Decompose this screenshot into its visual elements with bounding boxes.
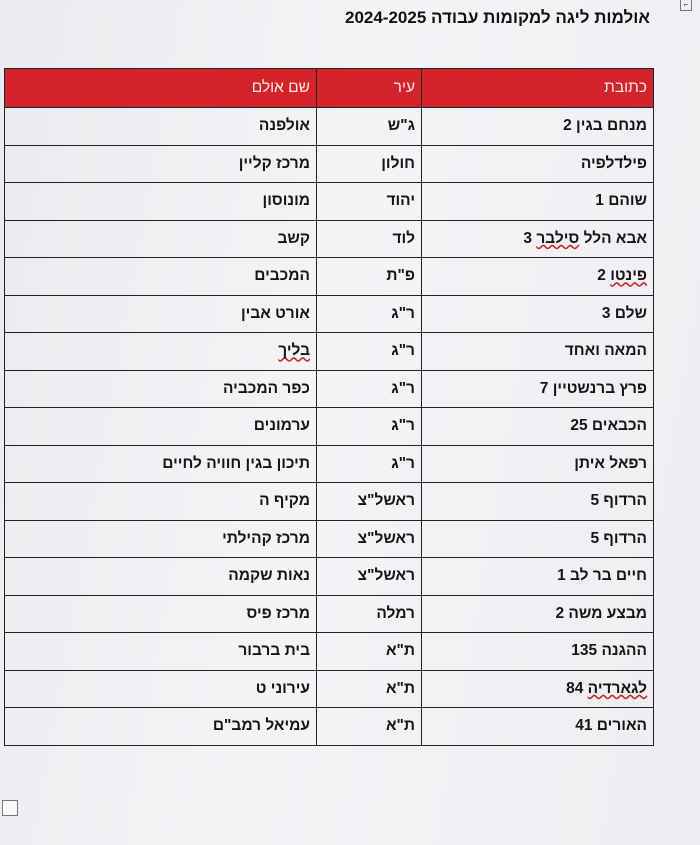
table-header-row bbox=[5, 69, 654, 108]
cell-city: ראשל"צ bbox=[317, 483, 422, 521]
cell-hall: עירוני ט bbox=[5, 670, 317, 708]
cell-city: ראשל"צ bbox=[317, 520, 422, 558]
table-row bbox=[5, 108, 654, 146]
cell-hall: מונוסון bbox=[5, 183, 317, 221]
page-corner-marker: ⌐ bbox=[680, 0, 692, 11]
table-row bbox=[5, 258, 654, 296]
cell-city: רמלה bbox=[317, 595, 422, 633]
spellcheck-underlined-word: פינטו bbox=[610, 267, 647, 285]
cell-hall: תיכון בגין חוויה לחיים bbox=[5, 445, 317, 483]
table-row bbox=[5, 333, 654, 371]
table-row bbox=[5, 595, 654, 633]
table-row bbox=[5, 708, 654, 746]
cell-city: ר"ג bbox=[317, 295, 422, 333]
table-row bbox=[5, 670, 654, 708]
cell-address: רפאל איתן bbox=[422, 445, 654, 483]
spellcheck-underlined-word: סילבר bbox=[536, 229, 580, 247]
cell-address: פרץ ברנשטיין 7 bbox=[422, 370, 654, 408]
cell-city: ראשל"צ bbox=[317, 558, 422, 596]
cell-city: ת"א bbox=[317, 670, 422, 708]
cell-address: האורים 41 bbox=[422, 708, 654, 746]
spellcheck-underlined-word: לגארדיה bbox=[587, 679, 647, 697]
cell-address: הרדוף 5 bbox=[422, 483, 654, 521]
table-row bbox=[5, 145, 654, 183]
cell-hall: כפר המכביה bbox=[5, 370, 317, 408]
cell-address: שלם 3 bbox=[422, 295, 654, 333]
cell-address: הרדוף 5 bbox=[422, 520, 654, 558]
cell-address: מנחם בגין 2 bbox=[422, 108, 654, 146]
cell-city: לוד bbox=[317, 220, 422, 258]
cell-address: חיים בר לב 1 bbox=[422, 558, 654, 596]
cell-city: ר"ג bbox=[317, 408, 422, 446]
cell-address: הכבאים 25 bbox=[422, 408, 654, 446]
header-hall: שם אולם bbox=[5, 69, 317, 108]
spellcheck-underlined-word: בליך bbox=[278, 342, 310, 360]
cell-address: ההגנה 135 bbox=[422, 633, 654, 671]
venues-table bbox=[4, 68, 654, 746]
cell-city: ג"ש bbox=[317, 108, 422, 146]
cell-city: יהוד bbox=[317, 183, 422, 221]
cell-city: ת"א bbox=[317, 708, 422, 746]
table-row bbox=[5, 220, 654, 258]
cell-address: לגארדיה 84 bbox=[422, 670, 654, 708]
cell-city: ת"א bbox=[317, 633, 422, 671]
cell-hall: ערמונים bbox=[5, 408, 317, 446]
table-row bbox=[5, 408, 654, 446]
cell-hall: עמיאל רמב"ם bbox=[5, 708, 317, 746]
table-row bbox=[5, 520, 654, 558]
cell-hall: מרכז קליין bbox=[5, 145, 317, 183]
cell-hall: קשב bbox=[5, 220, 317, 258]
cell-address: פינטו 2 bbox=[422, 258, 654, 296]
table-row bbox=[5, 483, 654, 521]
table-row bbox=[5, 445, 654, 483]
cell-address: מבצע משה 2 bbox=[422, 595, 654, 633]
table-row bbox=[5, 295, 654, 333]
table-row bbox=[5, 633, 654, 671]
cell-city: חולון bbox=[317, 145, 422, 183]
document-title: אולמות ליגה למקומות עבודה 2024-2025 bbox=[344, 8, 650, 27]
cell-hall: מרכז פיס bbox=[5, 595, 317, 633]
cell-city: ר"ג bbox=[317, 445, 422, 483]
cell-address: פילדלפיה bbox=[422, 145, 654, 183]
cell-hall: בית ברבור bbox=[5, 633, 317, 671]
table-row bbox=[5, 183, 654, 221]
table-row bbox=[5, 558, 654, 596]
cell-hall: מרכז קהילתי bbox=[5, 520, 317, 558]
cell-hall: מקיף ה bbox=[5, 483, 317, 521]
cell-address: אבא הלל סילבר 3 bbox=[422, 220, 654, 258]
cell-hall bbox=[5, 333, 317, 371]
cell-hall: נאות שקמה bbox=[5, 558, 317, 596]
cell-city: פ"ת bbox=[317, 258, 422, 296]
checkbox[interactable] bbox=[2, 800, 18, 816]
cell-address: שוהם 1 bbox=[422, 183, 654, 221]
cell-city: ר"ג bbox=[317, 333, 422, 371]
header-city: עיר bbox=[317, 69, 422, 108]
cell-hall: אורט אבין bbox=[5, 295, 317, 333]
table-row bbox=[5, 370, 654, 408]
cell-address: המאה ואחד bbox=[422, 333, 654, 371]
cell-hall: אולפנה bbox=[5, 108, 317, 146]
header-address: כתובת bbox=[422, 69, 654, 108]
cell-city: ר"ג bbox=[317, 370, 422, 408]
cell-hall: המכבים bbox=[5, 258, 317, 296]
